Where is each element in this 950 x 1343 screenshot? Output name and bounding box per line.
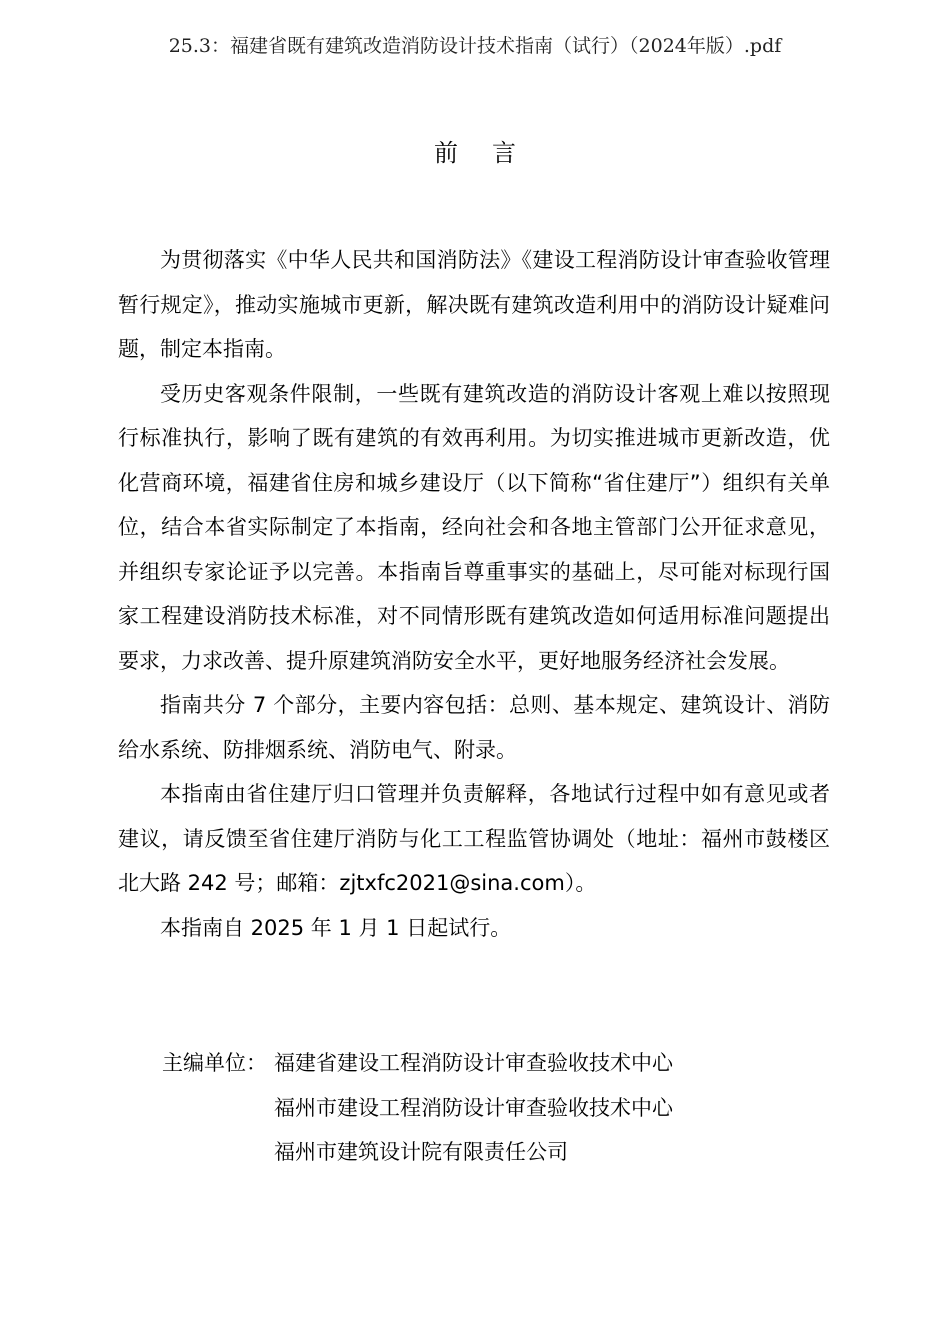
chief-editor-units [162,1041,673,1175]
page-title: 前言 [434,139,550,167]
paragraph-structure: 指南共分 7 个部分，主要内容包括：总则、基本规定、建筑设计、消防给水系统、防排烟系统、消防电气、附录。 [118,693,830,762]
preface-body [118,238,830,950]
paragraph-effective-date: 本指南自 2025 年 1 月 1 日起试行。 [160,915,512,940]
paragraph-background: 受历史客观条件限制，一些既有建筑改造的消防设计客观上难以按照现行标准执行，影响了既有建筑的有效再利用。为切实推进城市更新改造，优化营商环境，福建省住房和城乡建设厅（以下简称“省住建厅”）组织有关单位，结合本省实际制定了本指南，经向社会和各地主管部门公开征求意见，并组织专家论证予以完善。本指南旨尊重事实的基础上，尽可能对标现行国家工程建设消防技术标准，对不同情形既有建筑改造如何适用标准问题提出要求，力求改善、提升原建筑消防安全水平，更好地服务经济社会发展。 [118,381,830,673]
editor-unit: 福州市建设工程消防设计审查验收技术中心 [274,1095,673,1120]
editor-unit: 福州市建筑设计院有限责任公司 [274,1140,568,1164]
paragraph-purpose: 为贯彻落实《中华人民共和国消防法》《建设工程消防设计审查验收管理暂行规定》，推动实施城市更新，解决既有建筑改造利用中的消防设计疑难问题，制定本指南。 [118,248,830,361]
document-filename-header: 25.3：福建省既有建筑改造消防设计技术指南（试行）（2024年版）.pdf [168,35,782,57]
editor-label: 主编单位： [162,1051,267,1075]
editor-unit: 福建省建设工程消防设计审查验收技术中心 [274,1051,673,1075]
editor-row [162,1041,673,1086]
editor-row [162,1086,673,1131]
editor-row [162,1130,673,1175]
paragraph-contact: 本指南由省住建厅归口管理并负责解释，各地试行过程中如有意见或者建议，请反馈至省住建厅消防与化工工程监管协调处（地址：福州市鼓楼区北大路 242 号；邮箱：zjtxfc2021@sina.com）。 [118,782,830,895]
